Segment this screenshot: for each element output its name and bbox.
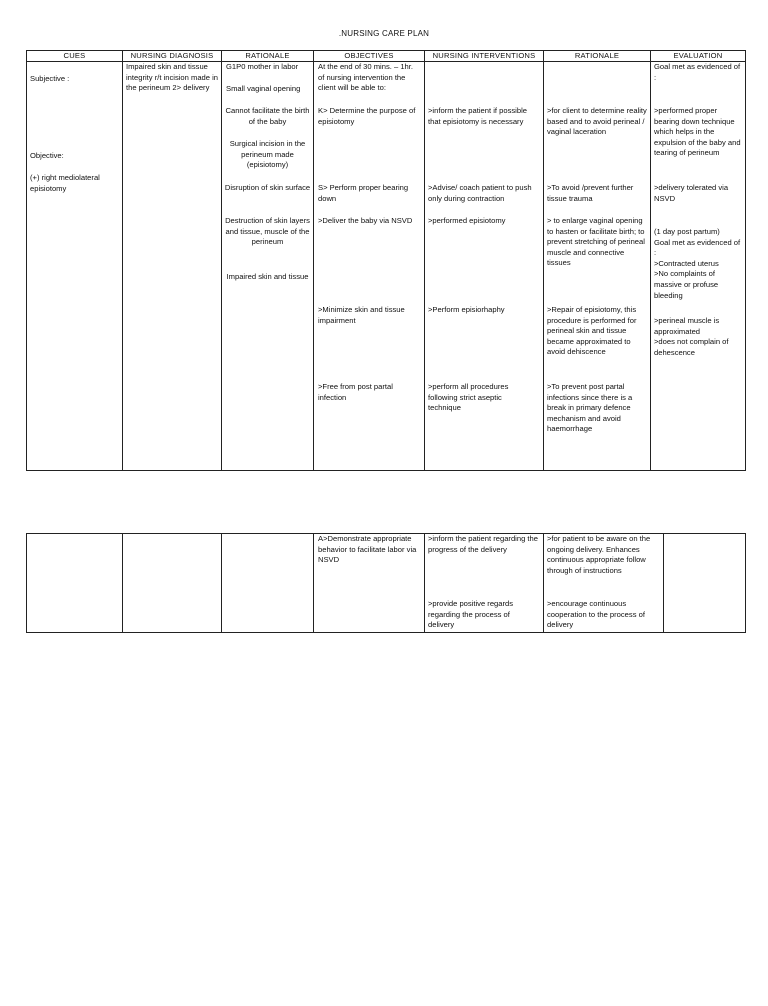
cues-objective-detail: (+) right mediolateral episiotomy	[30, 173, 100, 193]
header-objectives: OBJECTIVES	[344, 51, 394, 60]
col-border	[313, 50, 314, 471]
objective-item: At the end of 30 mins. – 1hr. of nursing intervention the client will be able to:	[318, 62, 413, 93]
header-rationale-2: RATIONALE	[574, 51, 620, 60]
col-border	[745, 50, 746, 471]
col-border	[650, 50, 651, 471]
rationale-item: Small vaginal opening	[226, 84, 301, 93]
col-border	[313, 533, 314, 633]
evaluation-item: >perineal muscle is approximated >does not complain of dehescence	[654, 316, 729, 357]
col-border	[122, 533, 123, 633]
col-border	[26, 50, 27, 471]
intervention-item: >performed episiotomy	[428, 216, 506, 225]
col-border	[424, 50, 425, 471]
col-border	[543, 533, 544, 633]
table-border-bottom	[26, 470, 746, 471]
rationale2-item: >for client to determine reality based and to avoid perineal / vaginal laceration	[547, 106, 647, 137]
rationale-item: Disruption of skin surface	[224, 183, 311, 192]
table2-border-bottom	[26, 632, 746, 633]
objective-item: S> Perform proper bearing down	[318, 183, 409, 203]
col-border	[221, 533, 222, 633]
rationale2-item: >To avoid /prevent further tissue trauma	[547, 183, 634, 203]
header-rationale: RATIONALE	[245, 51, 290, 60]
objective-item: >Free from post partal infection	[318, 382, 393, 402]
rationale2-item: >for patient to be aware on the ongoing delivery. Enhances continuous appropriate follow through of instructions	[547, 534, 651, 575]
col-border	[26, 533, 27, 633]
cues-subjective: Subjective :	[30, 74, 70, 83]
objective-item: >Minimize skin and tissue impairment	[318, 305, 405, 325]
rationale-item: Destruction of skin layers and tissue, muscle of the perineum	[225, 216, 310, 247]
rationale2-item: >To prevent post partal infections since there is a break in primary defence mechanism and avoid haemorrhage	[547, 382, 633, 434]
rationale2-item: > to enlarge vaginal opening to hasten or facilitate birth; to prevent stretching of perineal muscle and connective tissues	[547, 216, 645, 268]
intervention-item: >Perform episiorhaphy	[428, 305, 505, 314]
cues-objective: Objective:	[30, 151, 64, 160]
objective-item: A>Demonstrate appropriate behavior to facilitate labor via NSVD	[318, 534, 417, 565]
col-border	[122, 50, 123, 471]
intervention-item: >inform the patient regarding the progress of the delivery	[428, 534, 538, 554]
evaluation-item: Goal met as evidenced of :	[654, 62, 741, 82]
nursing-diagnosis-text: Impaired skin and tissue integrity r/t incision made in the perineum 2> delivery	[126, 62, 219, 93]
header-cues: CUES	[63, 51, 86, 60]
col-border	[424, 533, 425, 633]
header-nursing-interventions: NURSING INTERVENTIONS	[432, 51, 536, 60]
intervention-item: >perform all procedures following strict aseptic technique	[428, 382, 509, 413]
intervention-item: >inform the patient if possible that episiotomy is necessary	[428, 106, 527, 126]
intervention-item: >provide positive regards regarding the process of delivery	[428, 599, 514, 630]
col-border	[745, 533, 746, 633]
evaluation-item: (1 day post partum) Goal met as evidenced of : >Contracted uterus >No complaints of massive or profuse bleeding	[654, 227, 741, 300]
page-title: .NURSING CARE PLAN	[338, 29, 430, 38]
rationale-item: Surgical incision in the perineum made (episiotomy)	[229, 139, 306, 170]
evaluation-item: >delivery tolerated via NSVD	[654, 183, 729, 203]
intervention-item: >Advise/ coach patient to push only during contraction	[428, 183, 532, 203]
col-border	[543, 50, 544, 471]
header-nursing-diagnosis: NURSING DIAGNOSIS	[130, 51, 214, 60]
rationale-item: G1P0 mother in labor	[226, 62, 299, 71]
objective-item: >Deliver the baby via NSVD	[318, 216, 413, 225]
evaluation-item: >performed proper bearing down technique which helps in the expulsion of the baby and tearing of perineum	[654, 106, 741, 158]
rationale2-item: >Repair of episiotomy, this procedure is performed for perineal skin and tissue became approximated to avoid dehiscence	[547, 305, 637, 357]
header-evaluation: EVALUATION	[673, 51, 723, 60]
objective-item: K> Determine the purpose of episiotomy	[318, 106, 416, 126]
rationale-item: Impaired skin and tissue	[226, 272, 309, 281]
col-border	[663, 533, 664, 633]
rationale-item: Cannot facilitate the birth of the baby	[225, 106, 310, 126]
col-border	[221, 50, 222, 471]
rationale2-item: >encourage continuous cooperation to the process of delivery	[547, 599, 645, 630]
